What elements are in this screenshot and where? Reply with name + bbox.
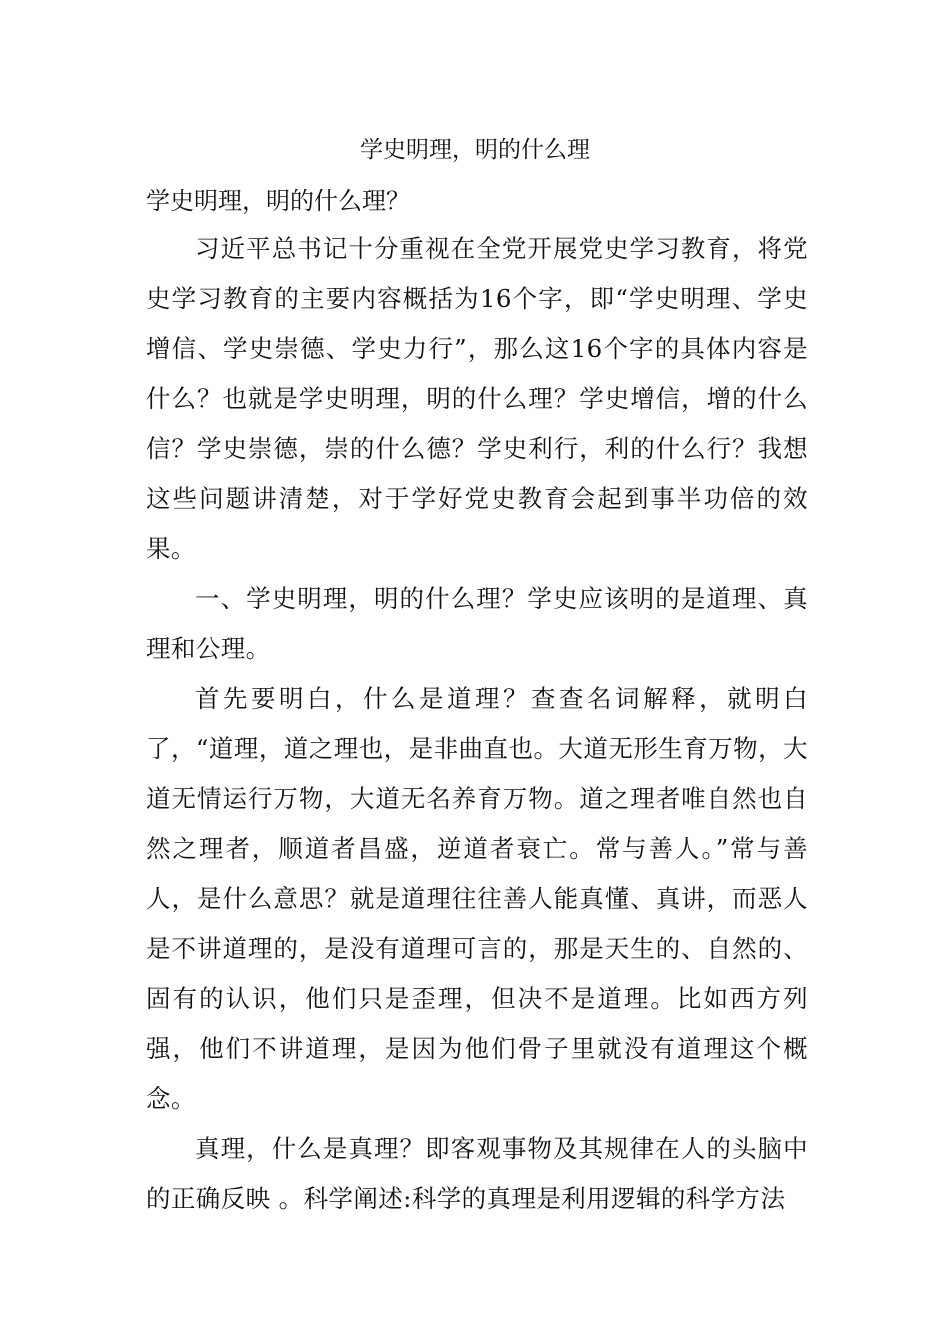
document-body (146, 224, 808, 1224)
paragraph-daoli: 首先要明白，什么是道理？查查名词解释，就明白了，“道理，道之理也，是非曲直也。大道无形生育万物，大道无情运行万物，大道无名养育万物。道之理者唯自然也自然之理者，顺道者昌盛，逆道者衰亡。常与善人。”常与善人，是什么意思？就是道理往往善人能真懂、真讲，而恶人是不讲道理的，是没有道理可言的，那是天生的、自然的、固有的认识，他们只是歪理，但决不是道理。比如西方列强，他们不讲道理，是因为他们骨子里就没有道理这个概念。 (146, 684, 808, 1113)
document-subtitle: 学史明理，明的什么理？ (146, 187, 410, 215)
paragraph-section-one: 一、学史明理，明的什么理？学史应该明的是道理、真理和公理。 (146, 584, 808, 663)
paragraph-zhenli: 真理，什么是真理？即客观事物及其规律在人的头脑中的正确反映 。科学阐述:科学的真理是利用逻辑的科学方法 (146, 1134, 808, 1213)
paragraph-intro: 习近平总书记十分重视在全党开展党史学习教育，将党史学习教育的主要内容概括为16个字，即“学史明理、学史增信、学史崇德、学史力行”，那么这16个字的具体内容是什么？也就是学史明理，明的什么理？学史增信，增的什么信？学史崇德，崇的什么德？学史利行，利的什么行？我想这些问题讲清楚，对于学好党史教育会起到事半功倍的效果。 (146, 234, 808, 563)
document-title: 学史明理，明的什么理 (360, 137, 590, 163)
